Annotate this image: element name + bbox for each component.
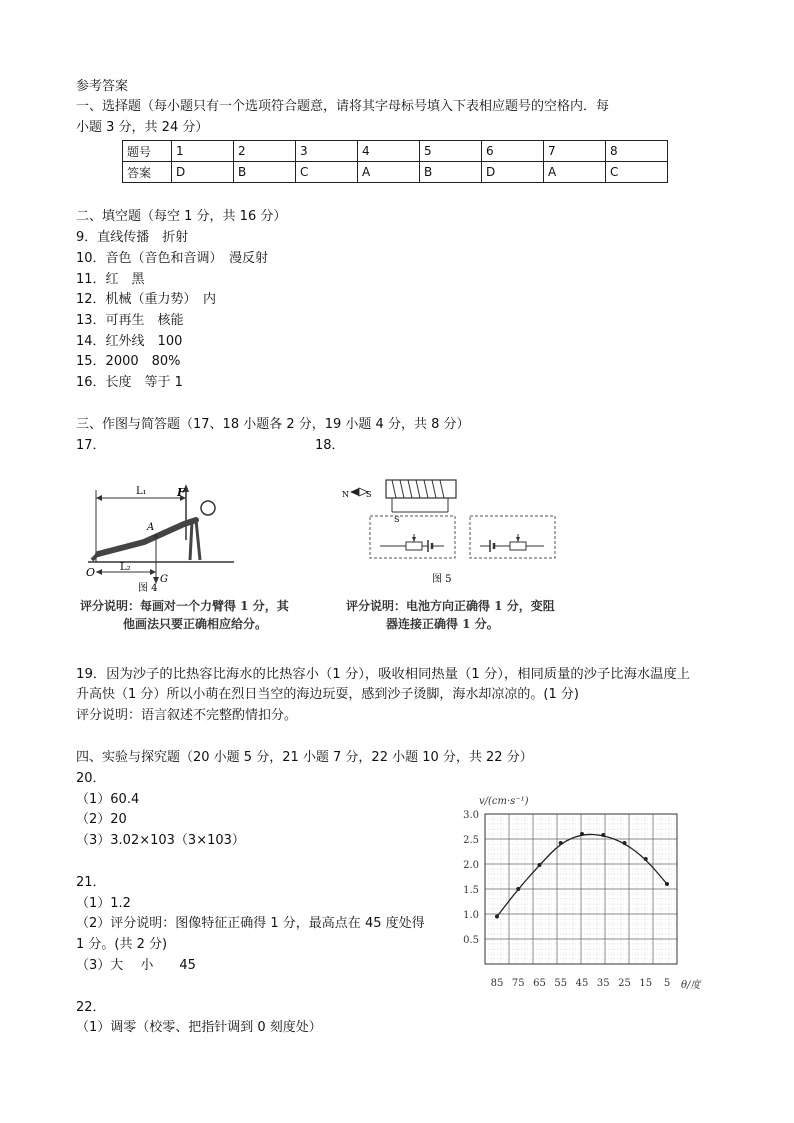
compass-north	[350, 488, 359, 496]
q22-answer: （1）调零（校零、把指针调到 0 刻度处）	[76, 1020, 322, 1035]
table-cell: B	[234, 162, 296, 183]
q20-label: 20．	[76, 771, 106, 786]
fig4-note-line1: 评分说明：每画对一个力臂得 1 分，其	[80, 599, 289, 613]
x-tick-label: 15	[639, 978, 653, 989]
fill-answer: 11．红 黑	[76, 272, 145, 287]
table-cell: B	[420, 162, 482, 183]
sec3-heading: 三、作图与简答题（17、18 小题各 2 分，19 小题 4 分，共 8 分）	[76, 417, 470, 432]
table-cell: C	[296, 162, 358, 183]
person-head	[201, 501, 215, 515]
data-point	[623, 841, 627, 845]
solenoid	[386, 480, 456, 498]
table-cell: 3	[296, 141, 358, 162]
fill-answer: 13．可再生 核能	[76, 313, 184, 328]
sec2-heading: 二、填空题（每空 1 分，共 16 分）	[76, 209, 287, 224]
q20-answer: （1）60.4	[76, 792, 140, 807]
q19-note: 评分说明：语言叙述不完整酌情扣分。	[76, 708, 298, 723]
x-axis-label: θ/度	[681, 980, 701, 990]
y-tick-label: 2.5	[463, 835, 479, 846]
x-tick-label: 45	[575, 978, 589, 989]
n-label: N	[342, 490, 349, 499]
table-cell: 7	[544, 141, 606, 162]
o-label: O	[86, 566, 96, 579]
x-tick-label: 65	[533, 978, 546, 989]
l1-label: L₁	[136, 486, 147, 497]
figure-4-caption: 图 4	[138, 583, 158, 594]
table-cell: A	[358, 162, 420, 183]
l2-label: L₂	[120, 562, 131, 573]
table-cell: 2	[234, 141, 296, 162]
q21-answer: （3）大 小 45	[76, 958, 196, 973]
dashed-box-right	[470, 516, 555, 558]
table-cell: D	[482, 162, 544, 183]
velocity-angle-chart	[445, 790, 710, 990]
fill-answer: 12．机械（重力势） 内	[76, 292, 217, 307]
switch-s-label: S	[394, 515, 400, 524]
fill-answer: 15．2000 80%	[76, 354, 181, 369]
table-cell: 5	[420, 141, 482, 162]
table-cell: 1	[172, 141, 234, 162]
fig5-note-line2: 器连接正确得 1 分。	[386, 617, 499, 631]
page-title: 参考答案	[76, 79, 129, 94]
f-label: F	[177, 486, 185, 499]
q19-line2: 升高快（1 分）所以小萌在烈日当空的海边玩耍，感到沙子烫脚，海水却凉凉的。(1 分)	[76, 687, 579, 702]
y-tick-label: 3.0	[463, 810, 479, 821]
table-cell: 4	[358, 141, 420, 162]
sec4-heading: 四、实验与探究题（20 小题 5 分，21 小题 7 分，22 小题 10 分，共 22 分）	[76, 750, 533, 765]
table-answer-label: 答案	[123, 162, 172, 183]
answer-table	[122, 140, 668, 183]
person-arms	[190, 520, 200, 560]
q20-answer: （2）20	[76, 812, 127, 827]
data-point	[665, 882, 669, 886]
x-tick-label: 55	[554, 978, 568, 989]
fill-answer: 9．直线传播 折射	[76, 230, 189, 245]
table-cell: C	[606, 162, 668, 183]
data-point	[580, 832, 584, 836]
table-row-numbers	[123, 141, 668, 162]
table-cell: A	[544, 162, 606, 183]
x-tick-label: 85	[490, 978, 504, 989]
x-tick-label: 35	[596, 978, 610, 989]
data-point	[538, 863, 542, 867]
table-cell: 6	[482, 141, 544, 162]
data-point	[601, 833, 605, 837]
x-tick-label: 75	[511, 978, 525, 989]
table-cell: D	[172, 162, 234, 183]
figure-5-caption: 图 5	[432, 574, 452, 585]
fill-answer: 14．红外线 100	[76, 334, 183, 349]
q21-answer: （1）1.2	[76, 896, 131, 911]
q22-label: 22．	[76, 1000, 106, 1015]
q21-answer: 1 分。(共 2 分)	[76, 937, 168, 952]
figure-4-lever-diagram	[84, 480, 324, 595]
q18-label: 18．	[315, 438, 345, 453]
x-tick-label: 5	[663, 978, 671, 989]
table-row-answers	[123, 162, 668, 183]
fig4-note-line2: 他画法只要正确相应给分。	[123, 617, 268, 631]
q20-answer: （3）3.02×103（3×103）	[76, 833, 245, 848]
fig5-note-line1: 评分说明：电池方向正确得 1 分，变阻	[346, 599, 555, 613]
table-header-label: 题号	[123, 141, 172, 162]
sec1-heading-line1: 一、选择题（每小题只有一个选项符合题意，请将其字母标号填入下表相应题号的空格内．每	[76, 99, 610, 114]
y-tick-label: 1.0	[463, 910, 479, 921]
y-axis-label: v/(cm·s⁻¹)	[479, 796, 529, 807]
data-point	[495, 915, 499, 919]
fill-answer: 10．音色（音色和音调） 漫反射	[76, 251, 269, 266]
x-tick-label: 25	[618, 978, 631, 989]
q21-label: 21．	[76, 875, 106, 890]
y-tick-label: 2.0	[463, 860, 479, 871]
figure-5-circuit-diagram	[340, 470, 565, 590]
data-point	[644, 857, 648, 861]
q19-line1: 19．因为沙子的比热容比海水的比热容小（1 分），吸收相同热量（1 分），相同质量的沙子比海水温度上	[76, 667, 691, 682]
a-label: A	[147, 522, 155, 533]
y-tick-label: 1.5	[463, 885, 479, 896]
q21-answer: （2）评分说明：图像特征正确得 1 分，最高点在 45 度处得	[76, 916, 425, 931]
data-point	[559, 841, 563, 845]
sec1-heading-line2: 小题 3 分，共 24 分）	[76, 120, 209, 135]
s-label: S	[366, 490, 372, 499]
q17-label: 17．	[76, 438, 106, 453]
data-point	[516, 887, 520, 891]
y-tick-label: 0.5	[463, 935, 479, 946]
table-cell: 8	[606, 141, 668, 162]
g-label: G	[160, 574, 168, 585]
fill-answer: 16．长度 等于 1	[76, 375, 183, 390]
